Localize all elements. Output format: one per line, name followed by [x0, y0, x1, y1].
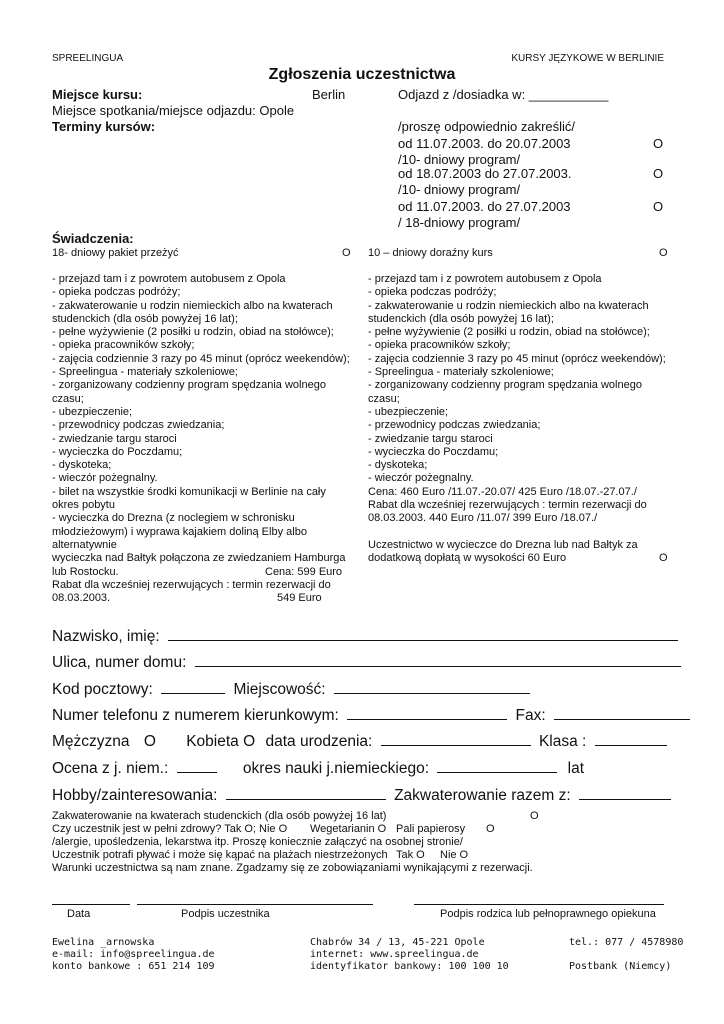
- date-caption: Data: [67, 908, 91, 920]
- list-item: - ubezpieczenie;: [368, 405, 449, 418]
- terms-instruction: /proszę odpowiednio zakreślić/: [398, 119, 576, 134]
- student-housing-checkbox[interactable]: O: [530, 810, 539, 822]
- list-item: - zakwaterowanie u rodzin niemieckich albo na kwaterach: [52, 299, 333, 312]
- list-item: - przejazd tam i z powrotem autobusem z Opola: [52, 273, 286, 285]
- list-item: czasu;: [52, 392, 84, 405]
- participant-caption: Podpis uczestnika: [181, 908, 270, 920]
- list-item: studenckich (dla osób powyżej 16 lat);: [52, 312, 238, 325]
- list-item: 08.03.2003.: [52, 592, 111, 605]
- list-item: lub Rostocku.: [52, 565, 119, 578]
- header-left: SPREELINGUA: [52, 53, 124, 64]
- list-item: - przewodnicy podczas zwiedzania;: [52, 419, 225, 432]
- phone-label: Numer telefonu z numerem kierunkowym:: [52, 707, 339, 724]
- grade-label: Ocena z j. niem.:: [52, 760, 169, 777]
- list-item: - opieka podczas podróży;: [52, 286, 181, 299]
- term-date-3: od 11.07.2003. do 27.07.2003: [398, 199, 571, 214]
- grade-input[interactable]: [177, 758, 217, 773]
- postal-label: Kod pocztowy:: [52, 681, 153, 698]
- term-program-3: / 18-dniowy program/: [398, 215, 521, 230]
- right-package-heading: 10 – dniowy doraźny kurs: [368, 247, 493, 259]
- smoking-checkbox[interactable]: O: [486, 823, 495, 835]
- list-item: - zorganizowany codzienny program spędzania wolnego: [52, 379, 326, 392]
- footer-address: Chabrów 34 / 13, 45-221 Opole: [310, 937, 485, 948]
- student-housing-note: Zakwaterowanie na kwaterach studenckich (dla osób powyżej 16 lat): [52, 810, 387, 822]
- list-item: wycieczka nad Bałtyk połączona ze zwiedzaniem Hamburga: [52, 552, 346, 565]
- list-item: - zajęcia codziennie 3 razy po 45 minut (oprócz weekendów);: [52, 352, 350, 365]
- list-item: okres pobytu: [52, 499, 115, 512]
- list-item: czasu;: [368, 392, 400, 405]
- list-item: - opieka podczas podróży;: [368, 286, 497, 299]
- page-title: Zgłoszenia uczestnictwa: [268, 66, 456, 83]
- fax-label: Fax:: [515, 707, 546, 724]
- footer-web[interactable]: internet: www.spreelingua.de: [310, 949, 479, 960]
- hobby-input[interactable]: [226, 785, 386, 800]
- period-label: okres nauki j.niemieckiego:: [242, 760, 430, 777]
- list-item: Rabat dla wcześniej rezerwujących : termin rezerwacji do: [368, 499, 647, 512]
- parent-signature-line[interactable]: [414, 904, 664, 905]
- list-item: - zorganizowany codzienny program spędzania wolnego: [368, 379, 642, 392]
- list-item: alternatywnie: [52, 538, 117, 551]
- city-input[interactable]: [334, 679, 530, 694]
- place-value: Berlin: [312, 87, 346, 102]
- female-checkbox[interactable]: O: [243, 733, 256, 750]
- list-item: - wieczór pożegnalny.: [368, 472, 474, 485]
- list-item: - ubezpieczenie;: [52, 405, 133, 418]
- list-item: - pełne wyżywienie (2 posiłki u rodzin, obiad na stołówce);: [52, 326, 334, 339]
- left-benefits-list: [52, 273, 350, 605]
- list-item: - opieka pracowników szkoły;: [368, 339, 511, 352]
- postal-input[interactable]: [161, 679, 225, 694]
- name-input[interactable]: [168, 626, 678, 641]
- list-item: młodzieżowym) i wyprawa kajakiem doliną Elby albo: [52, 525, 307, 538]
- swim-yes-option[interactable]: Tak O: [396, 849, 425, 861]
- early-price-line: [52, 592, 350, 605]
- terms-label: Terminy kursów:: [52, 119, 156, 134]
- list-item: - wycieczka do Poczdamu;: [368, 445, 499, 458]
- list-item: - przejazd tam i z powrotem autobusem z Opola: [368, 273, 602, 285]
- phone-input[interactable]: [347, 705, 507, 720]
- departure-field[interactable]: Odjazd z /dosiadka w: ___________: [398, 87, 609, 102]
- swim-question: Uczestnik potrafi pływać i może się kąpać na plażach niestrzeżonych: [52, 849, 388, 861]
- fax-input[interactable]: [554, 705, 690, 720]
- allergy-note: /alergie, upośledzenia, lekarstwa itp. Proszę koniecznie załączyć na osobnej stronie/: [52, 836, 463, 848]
- list-item: - dyskoteka;: [368, 459, 428, 472]
- benefits-label: Świadczenia:: [52, 231, 134, 246]
- list-item: - pełne wyżywienie (2 posiłki u rodzin, obiad na stołówce);: [368, 326, 650, 339]
- city-label: Miejscowość:: [233, 681, 326, 698]
- name-row: [52, 626, 678, 646]
- male-checkbox[interactable]: O: [143, 733, 156, 750]
- footer-contact-name: Ewelina _arnowska: [52, 937, 155, 948]
- name-label: Nazwisko, imię:: [52, 628, 160, 645]
- header-right: KURSY JĘZYKOWE W BERLINIE: [511, 53, 664, 64]
- street-input[interactable]: [195, 652, 681, 667]
- list-item: - wycieczka do Poczdamu;: [52, 445, 183, 458]
- health-question[interactable]: Czy uczestnik jest w pełni zdrowy? Tak O; Nie O: [52, 823, 288, 835]
- street-row: [52, 652, 681, 672]
- footer-bank: Postbank (Niemcy): [569, 961, 672, 972]
- list-item: - wycieczka do Drezna (z noclegiem w schronisku: [52, 512, 295, 525]
- list-item: - zwiedzanie targu staroci: [52, 432, 177, 445]
- birth-label: data urodzenia:: [265, 733, 373, 750]
- gender-row: [52, 731, 667, 751]
- accommodation-input[interactable]: [579, 785, 671, 800]
- right-benefits-list: [368, 273, 666, 566]
- date-signature-line[interactable]: [52, 904, 130, 905]
- hobby-label: Hobby/zainteresowania:: [52, 787, 218, 804]
- footer-email[interactable]: e-mail: info@spreelingua.de: [52, 949, 215, 960]
- class-input[interactable]: [595, 731, 667, 746]
- term-2-checkbox[interactable]: O: [653, 166, 664, 181]
- left-package-checkbox[interactable]: O: [342, 247, 351, 259]
- term-date-1: od 11.07.2003. do 20.07.2003: [398, 136, 571, 151]
- term-3-checkbox[interactable]: O: [653, 199, 664, 214]
- list-item: Rabat dla wcześniej rezerwujących : termin rezerwacji do: [52, 578, 331, 591]
- footer-tel: tel.: 077 / 4578980: [569, 937, 684, 948]
- conditions-note: Warunki uczestnictwa są nam znane. Zgadzamy się ze zobowiązaniami wynikającymi z rezerwacji.: [52, 862, 533, 874]
- list-item: dodatkową dopłatą w wysokości 60 Euro: [368, 552, 567, 565]
- list-item: - wieczór pożegnalny.: [52, 472, 158, 485]
- street-label: Ulica, numer domu:: [52, 654, 187, 671]
- term-program-2: /10- dniowy program/: [398, 182, 521, 197]
- parent-caption: Podpis rodzica lub pełnoprawnego opiekuna: [440, 908, 656, 920]
- price-main: Cena: 599 Euro: [265, 565, 343, 578]
- grade-row: [52, 758, 584, 778]
- list-item: - zajęcia codziennie 3 razy po 45 minut (oprócz weekendów);: [368, 352, 666, 365]
- years-label: lat: [567, 760, 585, 777]
- price-line: [52, 566, 350, 579]
- list-item: Uczestnictwo w wycieczce do Drezna lub nad Bałtyk za: [368, 538, 638, 551]
- participant-signature-line[interactable]: [137, 904, 373, 905]
- trip-surcharge-line: [368, 552, 666, 565]
- period-input[interactable]: [437, 758, 557, 773]
- accommodation-label: Zakwaterowanie razem z:: [394, 787, 571, 804]
- male-label: Mężczyzna: [52, 733, 130, 750]
- smoking-label: Pali papierosy: [396, 823, 466, 835]
- footer-bank-id: identyfikator bankowy: 100 100 10: [310, 961, 509, 972]
- birth-input[interactable]: [381, 731, 531, 746]
- trip-surcharge-checkbox[interactable]: O: [659, 552, 668, 565]
- list-item: - Spreelingua - materiały szkoleniowe;: [368, 366, 554, 379]
- footer-account: konto bankowe : 651 214 109: [52, 961, 215, 972]
- phone-row: [52, 705, 690, 725]
- swim-no-option[interactable]: Nie O: [440, 849, 469, 861]
- term-program-1: /10- dniowy program/: [398, 152, 521, 167]
- list-item: studenckich (dla osób powyżej 16 lat);: [368, 312, 554, 325]
- female-label: Kobieta: [186, 733, 239, 750]
- term-1-checkbox[interactable]: O: [653, 136, 664, 151]
- right-package-checkbox[interactable]: O: [659, 247, 668, 259]
- list-item: - Spreelingua - materiały szkoleniowe;: [52, 366, 238, 379]
- list-item: - zakwaterowanie u rodzin niemieckich albo na kwaterach: [368, 299, 649, 312]
- term-date-2: od 18.07.2003 do 27.07.2003.: [398, 166, 572, 181]
- price-early: 549 Euro: [277, 592, 322, 605]
- vegetarian-option[interactable]: Wegetarianin O: [310, 823, 387, 835]
- list-item: - opieka pracowników szkoły;: [52, 339, 195, 352]
- list-item: - bilet na wszystkie środki komunikacji w Berlinie na cały: [52, 485, 326, 498]
- list-item: - zwiedzanie targu staroci: [368, 432, 493, 445]
- spacer: [368, 526, 666, 539]
- left-package-heading: 18- dniowy pakiet przeżyć: [52, 247, 179, 259]
- list-item: Cena: 460 Euro /11.07.-20.07/ 425 Euro /18.07.-27.07./: [368, 485, 637, 498]
- list-item: 08.03.2003. 440 Euro /11.07/ 399 Euro /18.07./: [368, 512, 598, 525]
- postal-city-row: [52, 679, 530, 699]
- list-item: - dyskoteka;: [52, 459, 112, 472]
- place-label: Miejsce kursu:: [52, 87, 143, 102]
- class-label: Klasa :: [538, 733, 587, 750]
- meeting-place: Miejsce spotkania/miejsce odjazdu: Opole: [52, 103, 295, 118]
- hobby-row: [52, 785, 671, 805]
- list-item: - przewodnicy podczas zwiedzania;: [368, 419, 541, 432]
